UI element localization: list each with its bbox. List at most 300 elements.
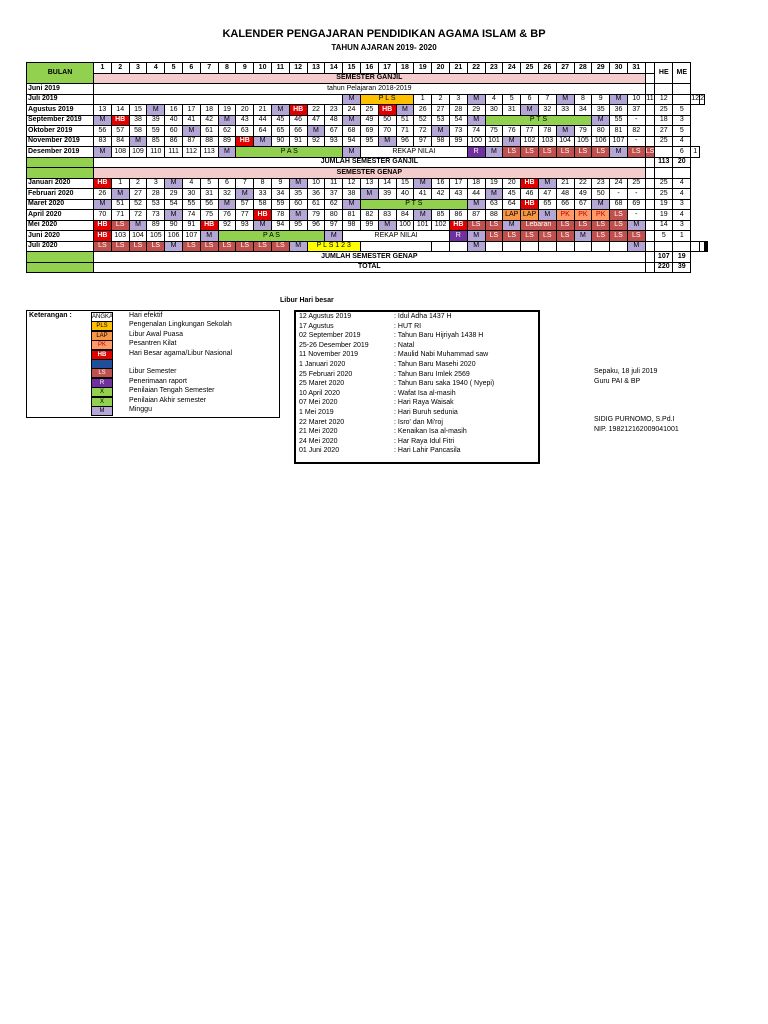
legend-item: [91, 387, 277, 396]
day-cell: LAP: [521, 210, 539, 221]
legend-text: Pengenalan Lingkungan Sekolah: [129, 321, 232, 329]
day-cell: 43: [236, 115, 254, 126]
day-cell: 34: [271, 189, 289, 200]
day-cell: HB: [111, 115, 129, 126]
legend-swatch: PK: [91, 340, 113, 350]
day-cell: 86: [449, 210, 467, 221]
libur-title: Libur Hari besar: [280, 297, 334, 304]
spacer-cell: [645, 84, 655, 95]
day-cell: REKAP NILAI: [360, 147, 467, 158]
day-cell: [485, 241, 503, 252]
legend-text: Penilaian Akhir semester: [129, 396, 207, 404]
day-cell: 61: [200, 126, 218, 137]
holiday-row: [299, 390, 537, 399]
he-total: 220: [655, 262, 673, 273]
day-cell: M: [343, 115, 361, 126]
day-cell: HB: [94, 231, 112, 242]
day-header: 14: [325, 63, 343, 74]
month-row: [27, 147, 708, 158]
day-cell: 46: [521, 189, 539, 200]
day-cell: 102: [432, 220, 450, 231]
holiday-name: : Hari Raya Waisak: [394, 399, 454, 407]
day-cell: 37: [325, 189, 343, 200]
month-name: Juni 2020: [27, 231, 94, 242]
day-header: 19: [414, 63, 432, 74]
day-cell: 22: [574, 178, 592, 189]
day-cell: 63: [485, 199, 503, 210]
day-cell: HB: [254, 210, 272, 221]
day-cell: 20: [236, 105, 254, 116]
day-cell: 29: [165, 189, 183, 200]
day-cell: LS: [485, 231, 503, 242]
day-cell: 101: [485, 136, 503, 147]
legend-swatch: X: [91, 387, 113, 397]
day-cell: 60: [165, 126, 183, 137]
day-cell: M: [271, 105, 289, 116]
day-cell: 9: [592, 94, 610, 105]
month-row: [27, 220, 708, 231]
day-cell: [574, 241, 592, 252]
day-cell: 16: [432, 178, 450, 189]
month-row: [27, 126, 708, 137]
day-cell: 105: [147, 231, 165, 242]
day-cell: LS: [592, 231, 610, 242]
day-cell: [556, 241, 574, 252]
day-cell: LS: [645, 147, 655, 158]
legend-box: [26, 310, 280, 418]
day-header: 9: [236, 63, 254, 74]
spacer-cell: [645, 105, 655, 116]
holiday-date: 10 April 2020: [299, 389, 340, 397]
page-subtitle: TAHUN AJARAN 2019- 2020: [331, 43, 437, 52]
day-header: 31: [627, 63, 645, 74]
he-value: 25: [655, 178, 673, 189]
day-cell: 50: [378, 115, 396, 126]
day-cell: 35: [592, 105, 610, 116]
day-header: 4: [147, 63, 165, 74]
day-cell: 63: [236, 126, 254, 137]
month-row: [27, 84, 708, 95]
jumlah-genap-row: [27, 252, 708, 263]
day-cell: [449, 241, 467, 252]
he-value: 25: [655, 189, 673, 200]
total: TOTAL: [94, 262, 646, 273]
day-cell: 47: [307, 115, 325, 126]
day-cell: 94: [271, 220, 289, 231]
holiday-row: [299, 409, 537, 418]
legend-text: Pesantren Kilat: [129, 340, 177, 348]
month-name: Juni 2019: [27, 84, 94, 95]
day-cell: 21: [254, 105, 272, 116]
day-cell: PK: [574, 210, 592, 221]
day-cell: 99: [360, 220, 378, 231]
day-cell: [503, 241, 521, 252]
day-cell: 90: [165, 220, 183, 231]
day-cell: 66: [289, 126, 307, 137]
day-cell: 44: [467, 189, 485, 200]
day-cell: 88: [200, 136, 218, 147]
day-cell: [94, 94, 343, 105]
spacer-cell: [645, 189, 655, 200]
day-cell: 33: [254, 189, 272, 200]
day-cell: 27: [129, 189, 147, 200]
day-cell: M: [289, 241, 307, 252]
day-header: 29: [592, 63, 610, 74]
day-cell: 30: [485, 105, 503, 116]
holiday-date: 25-26 Desember 2019: [299, 341, 369, 349]
day-cell: 56: [200, 199, 218, 210]
day-cell: 81: [343, 210, 361, 221]
jumlah-ganjil-row: [27, 157, 708, 168]
holiday-name: : Tahun Baru Hijriyah 1438 H: [394, 332, 484, 340]
holiday-row: [299, 351, 537, 360]
day-cell: 71: [396, 126, 414, 137]
day-cell: 78: [538, 126, 556, 137]
day-cell: 8: [574, 94, 592, 105]
day-header: 2: [111, 63, 129, 74]
signature-name: SIDIG PURNOMO, S.Pd.I: [594, 416, 675, 423]
day-cell: M: [432, 126, 450, 137]
day-cell: 55: [182, 199, 200, 210]
day-cell: 28: [147, 189, 165, 200]
day-cell: 91: [182, 220, 200, 231]
day-cell: M: [467, 94, 485, 105]
day-cell: 23: [592, 178, 610, 189]
day-cell: 110: [147, 147, 165, 158]
band-row: [27, 73, 708, 84]
day-cell: 17: [449, 178, 467, 189]
day-cell: 83: [378, 210, 396, 221]
day-cell: 73: [147, 210, 165, 221]
day-header: 20: [432, 63, 450, 74]
holiday-name: : Isro' dan Mi'roj: [394, 418, 443, 426]
day-cell: 87: [467, 210, 485, 221]
day-header: 26: [538, 63, 556, 74]
me-total: [673, 168, 691, 179]
day-cell: 1: [414, 94, 432, 105]
holiday-name: : Wafat Isa al-masih: [394, 389, 456, 397]
day-cell: M: [94, 147, 112, 158]
day-cell: 70: [378, 126, 396, 137]
holiday-row: [299, 332, 537, 341]
day-cell: 7: [236, 178, 254, 189]
day-cell: 106: [592, 136, 610, 147]
day-cell: 17: [182, 105, 200, 116]
day-header: 28: [574, 63, 592, 74]
day-cell: 88: [485, 210, 503, 221]
legend-swatch: M: [91, 406, 113, 416]
day-cell: HB: [521, 178, 539, 189]
day-cell: 40: [396, 189, 414, 200]
day-cell: 59: [147, 126, 165, 137]
day-cell: 108: [111, 147, 129, 158]
legend-swatch: ANGKA: [92, 314, 114, 320]
day-cell: M: [503, 136, 521, 147]
day-cell: 18: [467, 178, 485, 189]
day-header: 1: [94, 63, 112, 74]
day-cell: 92: [218, 220, 236, 231]
bulan-header: BULAN: [27, 63, 94, 84]
day-cell: 67: [325, 126, 343, 137]
holiday-row: [299, 313, 537, 322]
day-header: 8: [218, 63, 236, 74]
day-cell: LS: [467, 220, 485, 231]
holiday-date: 1 Januari 2020: [299, 361, 346, 368]
day-cell: M: [592, 199, 610, 210]
day-cell: [610, 241, 628, 252]
holiday-list: [294, 310, 540, 464]
spacer-cell: [645, 210, 655, 221]
day-cell: 68: [343, 126, 361, 137]
day-cell: 99: [449, 136, 467, 147]
day-cell: 57: [236, 199, 254, 210]
spacer-cell: [645, 178, 655, 189]
holiday-date: 24 Mei 2020: [299, 437, 338, 445]
day-cell: [521, 241, 539, 252]
me-value: 1: [673, 231, 691, 242]
day-cell: HB: [94, 178, 112, 189]
me-header: ME: [673, 63, 691, 84]
day-cell: 95: [289, 220, 307, 231]
month-name: Oktober 2019: [27, 126, 94, 137]
day-cell: M: [467, 115, 485, 126]
day-cell: 29: [467, 105, 485, 116]
legend-text: Libur Awal Puasa: [129, 330, 183, 338]
spacer-cell: [645, 136, 655, 147]
day-cell: [538, 241, 556, 252]
day-cell: 35: [289, 189, 307, 200]
day-cell: M: [610, 94, 628, 105]
day-cell: M: [485, 147, 503, 158]
day-cell: LS: [254, 241, 272, 252]
day-cell: 12: [343, 178, 361, 189]
day-cell: 44: [254, 115, 272, 126]
legend-text: Penilaian Tengah Semester: [129, 387, 215, 395]
day-cell: HB: [378, 105, 396, 116]
day-cell: 97: [325, 220, 343, 231]
day-cell: LS: [592, 147, 610, 158]
day-cell: M: [467, 231, 485, 242]
he-total: 113: [655, 157, 673, 168]
day-cell: REKAP NILAI: [343, 231, 450, 242]
day-cell: 96: [307, 220, 325, 231]
day-cell: 103: [111, 231, 129, 242]
day-cell: 87: [182, 136, 200, 147]
day-cell: Lebaran: [521, 220, 557, 231]
legend-swatch: PLS: [91, 321, 113, 331]
day-cell: 26: [94, 189, 112, 200]
month-name: Januari 2020: [27, 178, 94, 189]
day-cell: LS: [538, 147, 556, 158]
holiday-date: 1 Mei 2019: [299, 409, 334, 416]
legend-item: [91, 397, 277, 406]
holiday-name: : Tahun Baru Imlek 2569: [394, 370, 470, 378]
me-value: [706, 241, 707, 252]
day-cell: 48: [556, 189, 574, 200]
day-cell: LS: [556, 220, 574, 231]
day-cell: -: [610, 189, 628, 200]
day-cell: 106: [165, 231, 183, 242]
day-cell: 23: [325, 105, 343, 116]
day-cell: 82: [627, 126, 645, 137]
day-cell: LS: [521, 147, 539, 158]
day-cell: 15: [396, 178, 414, 189]
day-cell: 69: [627, 199, 645, 210]
day-cell: M: [485, 189, 503, 200]
day-cell: 97: [414, 136, 432, 147]
day-cell: P L S: [360, 94, 413, 105]
day-cell: 64: [254, 126, 272, 137]
day-cell: M: [556, 94, 574, 105]
day-cell: M: [218, 199, 236, 210]
holiday-row: [299, 438, 537, 447]
month-name: Agustus 2019: [27, 105, 94, 116]
day-cell: LS: [218, 241, 236, 252]
spacer-cell: [645, 168, 655, 179]
day-cell: 3: [449, 94, 467, 105]
day-cell: 76: [218, 210, 236, 221]
day-cell: M: [165, 210, 183, 221]
day-cell: M: [556, 126, 574, 137]
day-cell: 91: [289, 136, 307, 147]
me-value: 3: [673, 199, 691, 210]
day-cell: M: [627, 241, 645, 252]
day-cell: 79: [574, 126, 592, 137]
spacer-cell: [645, 231, 655, 242]
day-cell: HB: [94, 220, 112, 231]
day-cell: 49: [360, 115, 378, 126]
day-cell: 61: [307, 199, 325, 210]
holiday-row: [299, 428, 537, 437]
day-cell: 5: [503, 94, 521, 105]
legend-item: [91, 340, 277, 349]
day-cell: M: [165, 241, 183, 252]
day-cell: 84: [396, 210, 414, 221]
day-cell: 86: [165, 136, 183, 147]
legend-text: Libur Semester: [129, 368, 177, 376]
day-cell: 84: [111, 136, 129, 147]
day-cell: 80: [325, 210, 343, 221]
day-cell: 30: [182, 189, 200, 200]
day-cell: M: [414, 178, 432, 189]
month-row: [27, 105, 708, 116]
day-cell: 7: [538, 94, 556, 105]
spacer-cell: [655, 147, 673, 158]
day-cell: 58: [129, 126, 147, 137]
day-cell: 104: [129, 231, 147, 242]
day-cell: M: [129, 220, 147, 231]
holiday-date: 25 Maret 2020: [299, 380, 345, 388]
day-cell: LS: [574, 147, 592, 158]
day-cell: 38: [129, 115, 147, 126]
day-cell: LS: [610, 220, 628, 231]
signature-place-date: Sepaku, 18 juli 2019: [594, 368, 658, 375]
month-name: Juli 2020: [27, 241, 94, 252]
day-cell: LS: [627, 147, 645, 158]
day-cell: R: [467, 147, 485, 158]
day-cell: M: [343, 199, 361, 210]
day-cell: 34: [574, 105, 592, 116]
day-cell: 41: [414, 189, 432, 200]
day-cell: LS: [592, 220, 610, 231]
day-cell: M: [307, 126, 325, 137]
day-cell: 31: [200, 189, 218, 200]
holiday-name: : Tahun Baru saka 1940 ( Nyepi): [394, 380, 495, 388]
day-cell: R: [449, 231, 467, 242]
holiday-name: : Maulid Nabi Muhammad saw: [394, 351, 489, 359]
day-cell: M: [503, 220, 521, 231]
day-header: 10: [254, 63, 272, 74]
day-cell: 12: [655, 94, 673, 105]
me-value: 4: [673, 178, 691, 189]
he-value: [655, 84, 673, 95]
day-header: 23: [485, 63, 503, 74]
day-cell: 21: [556, 178, 574, 189]
day-cell: HB: [236, 136, 254, 147]
day-cell: 69: [360, 126, 378, 137]
day-cell: 39: [147, 115, 165, 126]
month-row: [27, 115, 708, 126]
page-title: KALENDER PENGAJARAN PENDIDIKAN AGAMA ISLAM & BP: [222, 28, 546, 40]
day-cell: 45: [503, 189, 521, 200]
day-cell: -: [627, 189, 645, 200]
spacer-cell: [673, 94, 691, 105]
month-row: [27, 210, 708, 221]
legend-item: [91, 312, 277, 321]
day-cell: 70: [94, 210, 112, 221]
day-cell: M: [343, 147, 361, 158]
day-cell: 22: [307, 105, 325, 116]
holiday-name: : Har Raya Idul Fitri: [394, 437, 455, 445]
day-cell: 36: [610, 105, 628, 116]
day-cell: M: [378, 136, 396, 147]
signature-role: Guru PAI & BP: [594, 378, 641, 385]
day-cell: 94: [343, 136, 361, 147]
day-cell: 8: [254, 178, 272, 189]
day-cell: M: [254, 136, 272, 147]
day-cell: 50: [592, 189, 610, 200]
day-cell: 2: [432, 94, 450, 105]
day-cell: 26: [414, 105, 432, 116]
legend-item: [91, 368, 277, 377]
day-cell: [592, 241, 610, 252]
day-cell: 42: [432, 189, 450, 200]
day-cell: 92: [307, 136, 325, 147]
semester-genap-band: SEMESTER GENAP: [94, 168, 646, 179]
day-cell: 62: [218, 126, 236, 137]
day-cell: M: [165, 178, 183, 189]
day-cell: 107: [610, 136, 628, 147]
day-cell: 85: [147, 136, 165, 147]
day-cell: 90: [271, 136, 289, 147]
day-header: 15: [343, 63, 361, 74]
day-cell: M: [94, 199, 112, 210]
day-cell: M: [94, 115, 112, 126]
day-cell: 16: [165, 105, 183, 116]
day-cell: LS: [485, 220, 503, 231]
day-cell: 113: [200, 147, 218, 158]
he-value: 18: [655, 115, 673, 126]
month-name: Desember 2019: [27, 147, 94, 158]
day-cell: 3: [147, 178, 165, 189]
day-cell: M: [200, 231, 218, 242]
day-header: 17: [378, 63, 396, 74]
day-cell: 46: [289, 115, 307, 126]
day-cell: [645, 241, 655, 252]
he-value: 14: [655, 220, 673, 231]
day-cell: 15: [129, 105, 147, 116]
tahun-pelajaran-band: tahun Pelajaran 2018-2019: [94, 84, 646, 95]
